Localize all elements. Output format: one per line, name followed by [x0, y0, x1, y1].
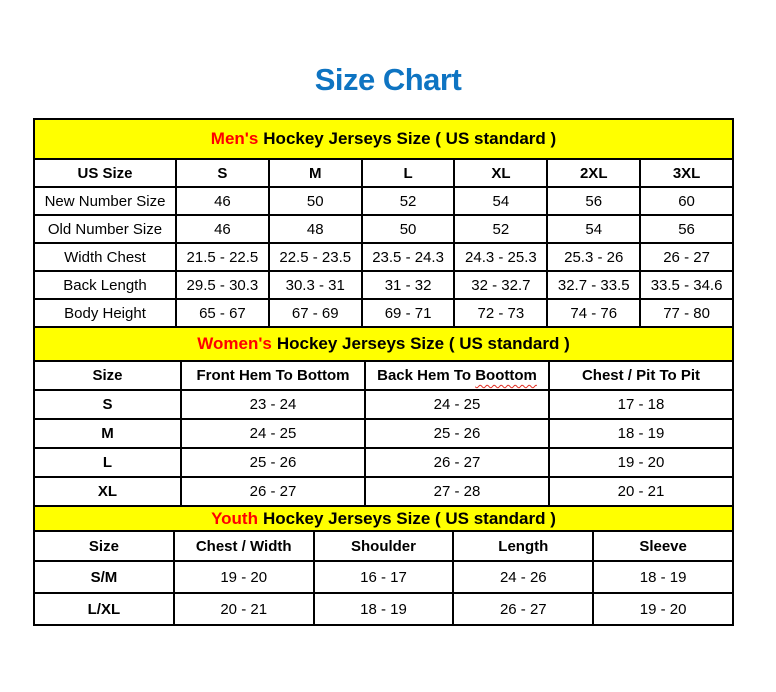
size-chart-tables	[33, 118, 734, 626]
table-row	[34, 271, 733, 299]
row-label: Width Chest	[34, 243, 176, 271]
section-header-mens	[33, 118, 734, 160]
youth-size-table	[33, 530, 734, 626]
spellcheck-squiggle-word: Boottom	[475, 367, 537, 384]
column-header: 3XL	[640, 159, 733, 187]
row-label: L/XL	[34, 593, 174, 625]
table-row	[34, 561, 733, 593]
row-label: New Number Size	[34, 187, 176, 215]
row-label: XL	[34, 477, 181, 506]
size-cell: 17 - 18	[549, 390, 733, 419]
size-cell: 60	[640, 187, 733, 215]
column-header: Sleeve	[593, 531, 733, 561]
size-cell: 72 - 73	[454, 299, 547, 327]
size-cell: 67 - 69	[269, 299, 362, 327]
youth-header-row	[34, 531, 733, 561]
size-cell: 26 - 27	[640, 243, 733, 271]
size-cell: 77 - 80	[640, 299, 733, 327]
section-womens	[33, 326, 734, 507]
size-cell: 19 - 20	[174, 561, 314, 593]
size-cell: 31 - 32	[362, 271, 455, 299]
size-cell: 26 - 27	[453, 593, 593, 625]
column-header: Shoulder	[314, 531, 454, 561]
table-row	[34, 215, 733, 243]
size-cell: 25 - 26	[181, 448, 365, 477]
section-header-womens-text: Hockey Jerseys Size ( US standard )	[276, 334, 570, 353]
table-row	[34, 419, 733, 448]
row-label: S	[34, 390, 181, 419]
size-cell: 33.5 - 34.6	[640, 271, 733, 299]
size-cell: 46	[176, 187, 269, 215]
size-cell: 19 - 20	[549, 448, 733, 477]
size-cell: 50	[269, 187, 362, 215]
size-cell: 18 - 19	[593, 561, 733, 593]
size-cell: 25.3 - 26	[547, 243, 640, 271]
section-header-womens-highlight: Women's	[197, 334, 272, 353]
size-cell: 24.3 - 25.3	[454, 243, 547, 271]
womens-size-table	[33, 360, 734, 507]
size-cell: 26 - 27	[365, 448, 549, 477]
page-title: Size Chart	[314, 62, 462, 97]
section-header-youth-text: Hockey Jerseys Size ( US standard )	[262, 508, 556, 528]
column-header: 2XL	[547, 159, 640, 187]
size-cell: 25 - 26	[365, 419, 549, 448]
size-cell: 32 - 32.7	[454, 271, 547, 299]
section-header-mens-highlight: Men's	[210, 129, 259, 148]
size-cell: 52	[454, 215, 547, 243]
table-row	[34, 477, 733, 506]
size-cell: 24 - 25	[181, 419, 365, 448]
column-header: Chest / Width	[174, 531, 314, 561]
size-cell: 46	[176, 215, 269, 243]
column-header: Length	[453, 531, 593, 561]
section-youth	[33, 505, 734, 626]
size-cell: 22.5 - 23.5	[269, 243, 362, 271]
size-cell: 74 - 76	[547, 299, 640, 327]
size-cell: 21.5 - 22.5	[176, 243, 269, 271]
table-row	[34, 448, 733, 477]
table-row	[34, 299, 733, 327]
size-cell: 23.5 - 24.3	[362, 243, 455, 271]
size-cell: 24 - 25	[365, 390, 549, 419]
size-cell: 29.5 - 30.3	[176, 271, 269, 299]
size-cell: 20 - 21	[174, 593, 314, 625]
column-header: Size	[34, 361, 181, 390]
row-label: Body Height	[34, 299, 176, 327]
size-cell: 24 - 26	[453, 561, 593, 593]
size-cell: 65 - 67	[176, 299, 269, 327]
size-cell: 26 - 27	[181, 477, 365, 506]
size-cell: 54	[454, 187, 547, 215]
size-cell: 69 - 71	[362, 299, 455, 327]
column-header: L	[362, 159, 455, 187]
size-cell: 30.3 - 31	[269, 271, 362, 299]
size-cell: 50	[362, 215, 455, 243]
section-header-youth	[33, 505, 734, 532]
size-cell: 52	[362, 187, 455, 215]
size-cell: 27 - 28	[365, 477, 549, 506]
column-header: XL	[454, 159, 547, 187]
size-cell: 19 - 20	[593, 593, 733, 625]
column-header: M	[269, 159, 362, 187]
column-header-misspelled	[365, 361, 549, 390]
womens-header-row	[34, 361, 733, 390]
section-mens	[33, 118, 734, 328]
size-cell: 32.7 - 33.5	[547, 271, 640, 299]
column-header: Front Hem To Bottom	[181, 361, 365, 390]
column-header-text: Back Hem To	[377, 367, 476, 384]
section-header-womens	[33, 326, 734, 362]
section-header-youth-highlight: Youth	[211, 508, 258, 528]
table-row	[34, 390, 733, 419]
column-header: US Size	[34, 159, 176, 187]
column-header: Size	[34, 531, 174, 561]
size-cell: 56	[547, 187, 640, 215]
size-cell: 48	[269, 215, 362, 243]
size-cell: 16 - 17	[314, 561, 454, 593]
mens-header-row	[34, 159, 733, 187]
table-row	[34, 593, 733, 625]
size-cell: 18 - 19	[549, 419, 733, 448]
row-label: Back Length	[34, 271, 176, 299]
size-cell: 54	[547, 215, 640, 243]
size-cell: 18 - 19	[314, 593, 454, 625]
section-header-mens-text: Hockey Jerseys Size ( US standard )	[263, 129, 557, 148]
size-cell: 20 - 21	[549, 477, 733, 506]
size-cell: 23 - 24	[181, 390, 365, 419]
column-header: Chest / Pit To Pit	[549, 361, 733, 390]
row-label: S/M	[34, 561, 174, 593]
row-label: M	[34, 419, 181, 448]
row-label: Old Number Size	[34, 215, 176, 243]
table-row	[34, 187, 733, 215]
column-header: S	[176, 159, 269, 187]
size-cell: 56	[640, 215, 733, 243]
mens-size-table	[33, 158, 734, 328]
table-row	[34, 243, 733, 271]
row-label: L	[34, 448, 181, 477]
